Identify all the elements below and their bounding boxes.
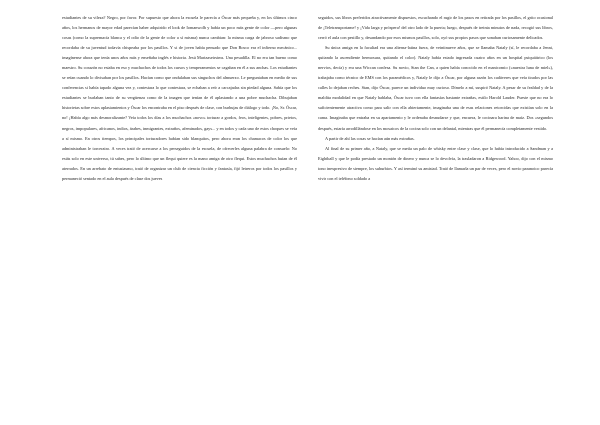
right-page-column <box>318 13 553 184</box>
body-paragraph: A partir de ahí las cosas se hacían aún más extrañas. <box>325 135 415 141</box>
body-paragraph: Al final de su primer año, a Nataly, que se metía un palo de whisky entre clase y clase, que lo había introducido a Sandman y a Eightball y que le podía prestado un montón de dinero y nunca se lo devolvía, la trasladaron a Ridgewood. Yahoo, dijo con el mismo tono inexpresivo de siempre, los suburbios. Y así terminó su amistad. Trató de llamarla un par de veces, pero el novio paranoico parecía vivir con el teléfono soldado a <box>318 145 553 181</box>
left-page-column <box>62 13 297 184</box>
body-paragraph: seguidos, sus libros preferidos atractivamente dispuestos, escuchando el rugir de los pasos en retirada por los pasillos, el grito ocasional de ¡Teletransportame! y ¡Vida larga y próspera! del otro lado de la puerta; luego, después de treinta minutos de nada, recogió sus libros, cerró el aula con pestillo y, desandando por esos mismos pasillos, solo, oyó sus propios pasos que sonaban curiosamente delicados. <box>318 15 553 41</box>
body-paragraph: estudiantes de su vileza? Negro, por favor. Por supuesto que ahora la escuela le parecía a Óscar más pequeña y, en los últimos cinco años, los hermanos de mayor edad parecían haber adquirido el look de Iomanwolb y había un poco más gente de color —pero algunas cosas (como la supremacía blanca y el odio de la gente de color a sí misma) nunca cambian: la misma carga de jabroso sadismo que recordaba de su juventud todavía chispeaba por los pasillos. Y si de joven había pensado que Don Bosco era el infierno mecánico... imagínense ahora que tenía unos años más y enseñaba inglés e historia. Jesú Marizaseirsims. Una pesadilla. El no era tan bueno como maestro. Su corazón no estaba en eso y muchachos de todos los cursos y temperamentos se cagaban en él a sus anchas. Los estudiantes se reían cuando lo divisaban por los pasillos. Hacían como que ondulaban sus singuchos del almuerzo. Le preguntaban en medio de sus conferencias si había tapado alguna vez y, contestara lo que contestara, se echaban a reír a carcajadas sin piedad alguna. Sabía que los estudiantes se burlaban tanto de su vergüenza como de la imagen que tenían de él aplastando a una pobre muchacha. Dibujaban historietas sobre estos aplastamientos y Óscar los encontraba en el piso después de clase, con burbujas de diálogo y todo. ¡No, Sr. Óscar, no! ¡Había algo más desmoralizante? Veía todos los días a los muchachos «novo» torturar a gordos, feos, inteligentes, pobres, prietos, negros, impopulares, africanos, indios, árabes, inmigrantes, extraños, afeminados, gays... y en todos y cada uno de estos choques se veía a sí mismo. En otros tiempos, los principales torturadores habían sido blanquitos, pero ahora eran los chamacos de color los que administraban le torcerairo. A veces trató de acercarse a los perseguidos de la escuela, de ofrecerles alguna palabra de consuelo: No estás solo en este universo, tú sabes, pero lo último que un flequi quiere es la mano amiga de otro flequi. Estos muchachos huían de él aterrados. En un arrebato de entusiasmo, trató de organizar un club de ciencia ficción y fantasía, fijó letreros por todos los pasillos y permaneció sentado en el aula después de clase dos jueves <box>62 15 297 181</box>
body-paragraph: Su única amiga en la facultad era una alterna-latina fuera, de veintinueve años, que se llamaba Nataly (sí, le recordaba a Jenni, quitando la ascendiente hermosura, quitando el color). Nataly había estado ingresada cuatro años en un hospital psiquiátrico (los nervios, decía) y era una Wiccan confesa. Su novio, Stan the Can, a quien había conocido en el manicomio (»nuestra luna de miel»), trabajaba como técnico de EMS con los paramédicos y, Nataly le dijo a Óscar, por alguna razón los cadáveres que veía tirados por las calles lo dejaban reches. Stan, dijo Óscar, parece un individuo muy curioso. Dímelo a mí, suspiró Nataly. A pesar de su fealdad y de la maldita modalidad en que Nataly hablaba, Óscar tuvo con ella fantasías bastante extrañas, estilo Harold Lauder. Pueste que no era lo suficientemente atractiva como para salir con ella abiertamente, imaginaba una de esas relaciones retorcidas que existían solo en la cama. Imaginaba que entraba en su apartamento y le ordenaba desnudarse y que, encuera, le cocinara harina de maíz. Dos «segundos después, estaría arrodillándose en los mosaicos de la cocina solo con un delantal, mientras que él permanecía completamente vestido. <box>318 45 553 131</box>
